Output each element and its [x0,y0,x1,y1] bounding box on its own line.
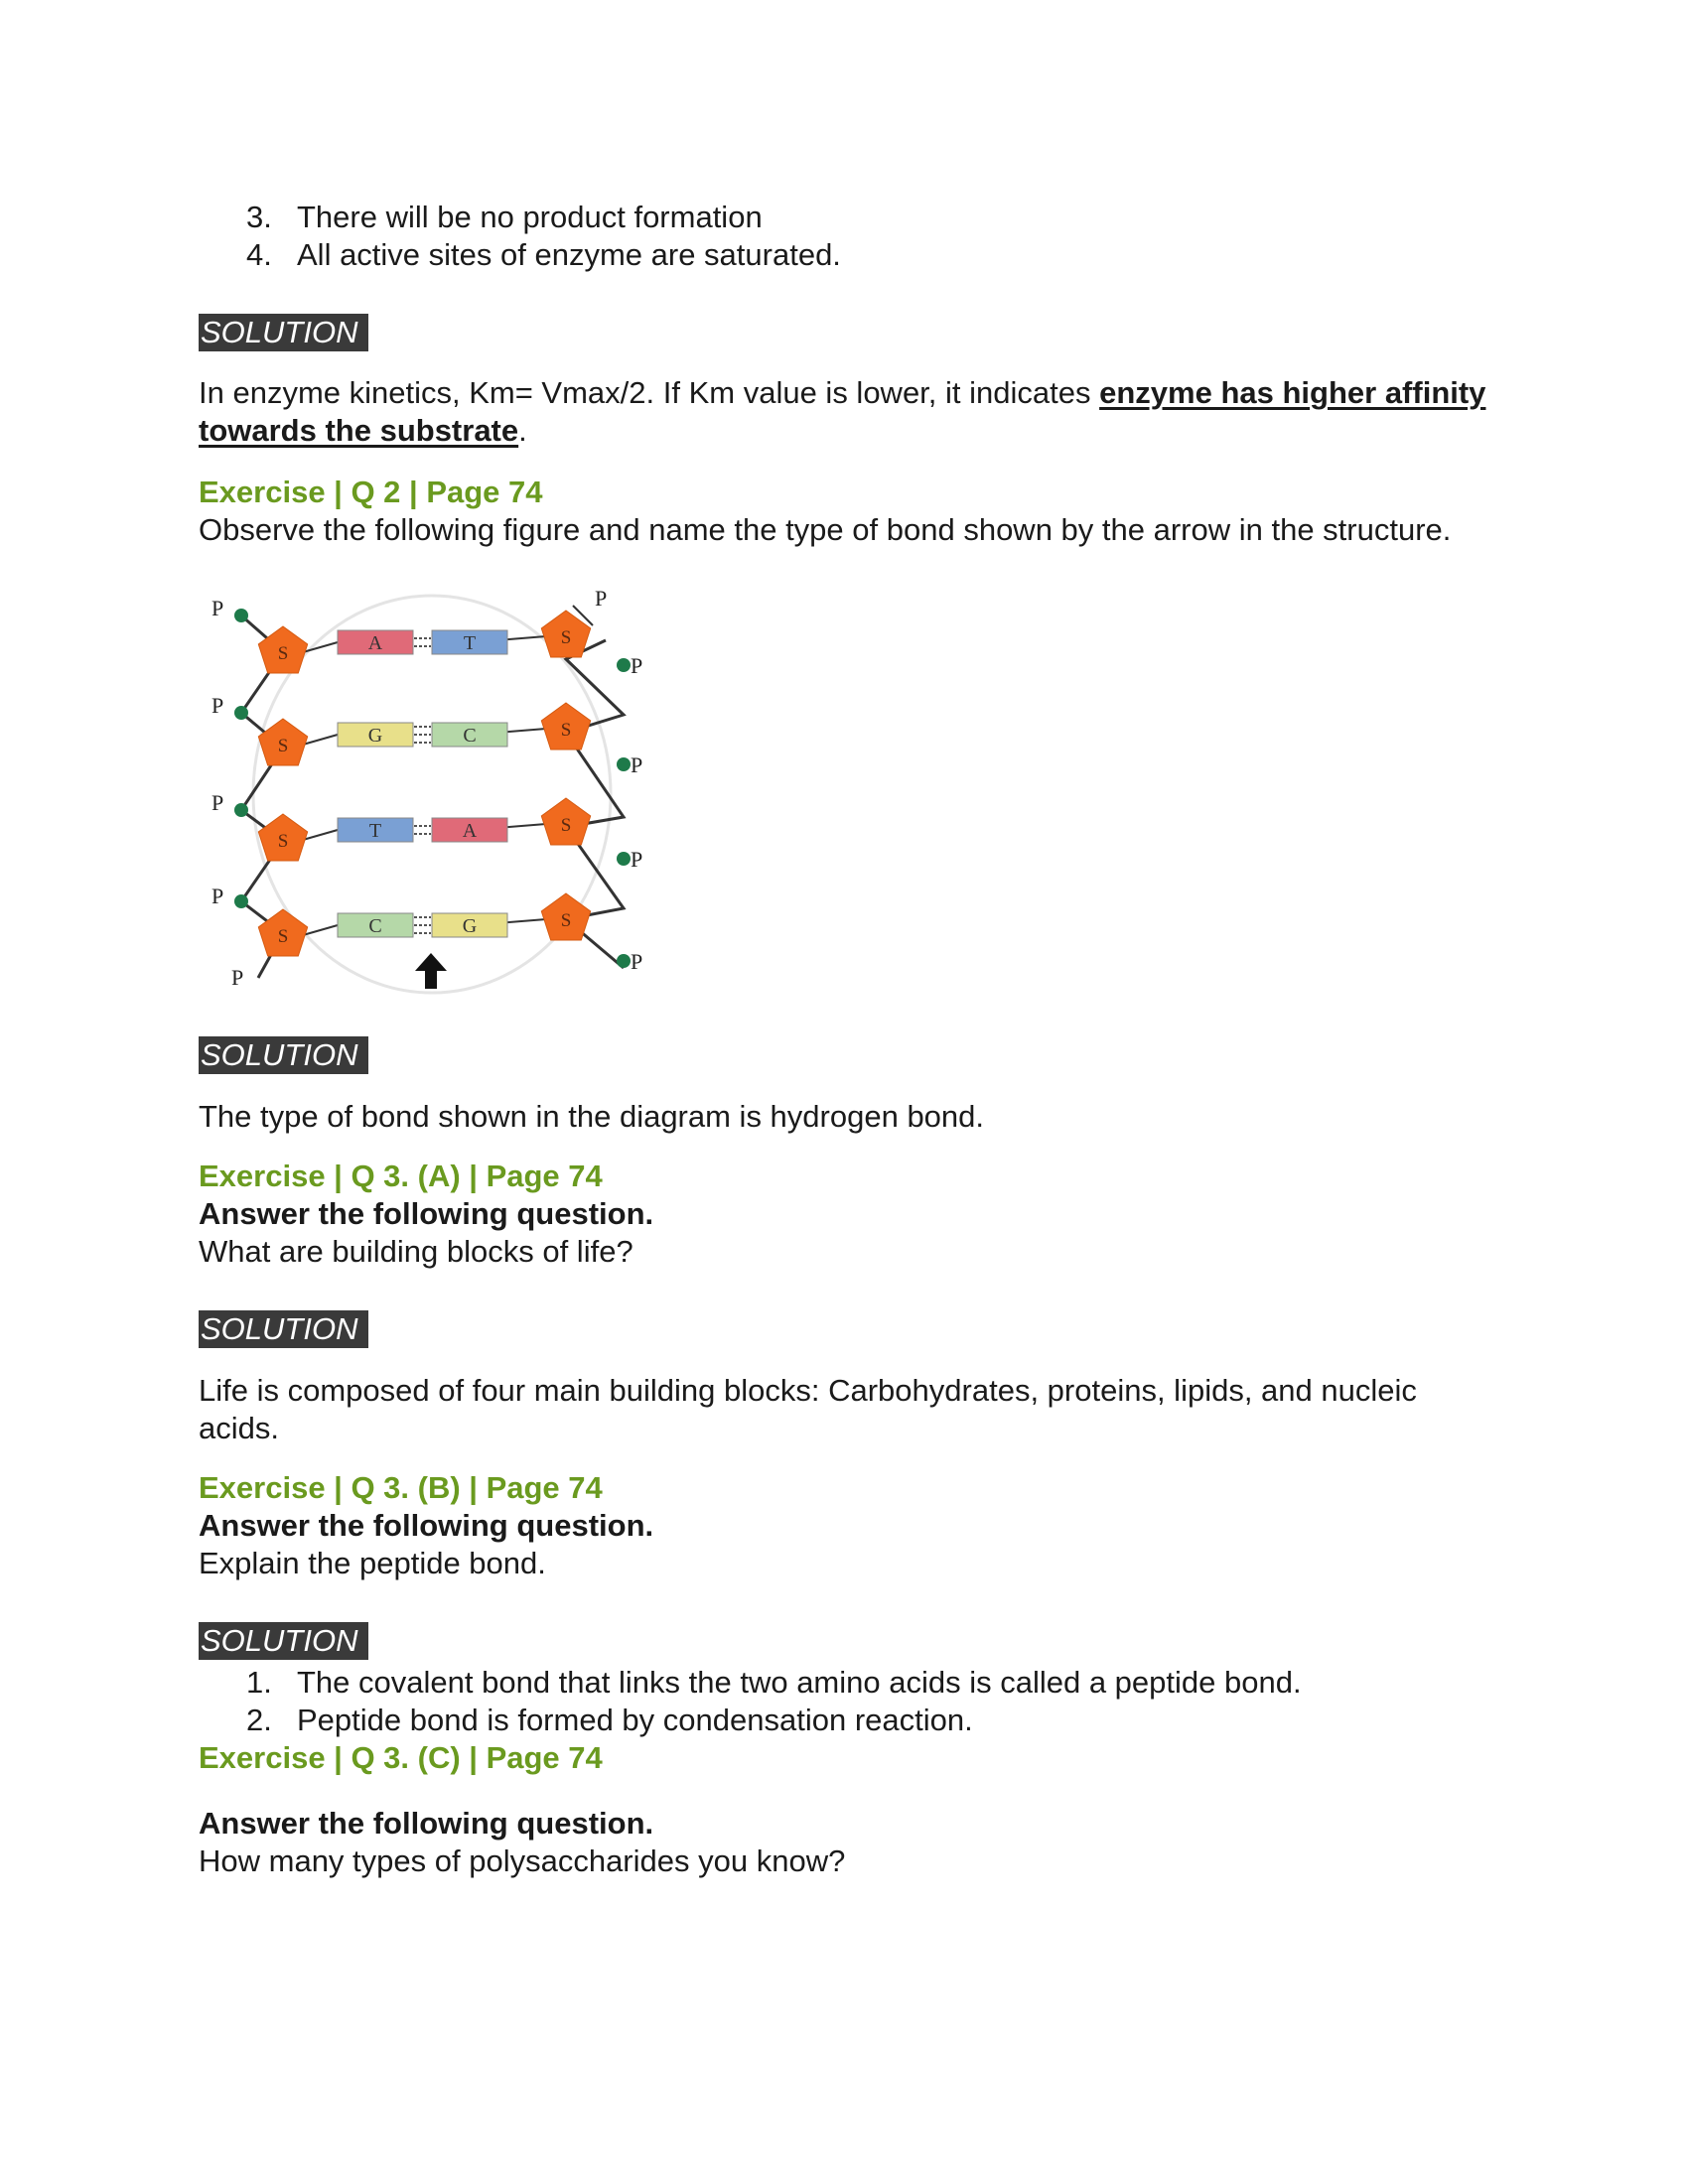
list-item: The covalent bond that links the two amino acids is called a peptide bond. [297,1665,1302,1700]
phosphate-label: P [631,752,643,777]
phosphate-dot [617,757,631,771]
sugar-label: S [560,720,572,741]
phosphate-dot [234,803,248,817]
question-prompt: Answer the following question. [199,1196,654,1231]
list-item: There will be no product formation [297,200,763,234]
sugar-connector [303,642,338,652]
list-number: 2. [246,1703,272,1737]
dna-figure [204,586,670,1003]
phosphate-dot [234,609,248,622]
list-item: All active sites of enzyme are saturated. [297,237,841,272]
solution-text: The type of bond shown in the diagram is hydrogen bond. [199,1099,985,1134]
question-text: Observe the following figure and name the type of bond shown by the arrow in the structure. [199,512,1452,547]
base-label: G [462,915,478,937]
question-prompt: Answer the following question. [199,1806,654,1841]
phosphate-label: P [595,586,608,611]
base-label: T [368,820,382,842]
phosphate-label: P [631,653,643,678]
question-text: What are building blocks of life? [199,1234,633,1269]
base-label: C [463,725,477,747]
sugar-label: S [277,643,289,664]
phosphate-dot [234,706,248,720]
sugar-connector [303,735,338,745]
phosphate-label: P [211,693,224,718]
base-label: A [367,632,383,654]
base-label: A [462,820,478,842]
list-number: 3. [246,200,272,234]
solution-label: SOLUTION [199,1310,368,1348]
arrow-icon [415,953,447,989]
sugar-label: S [277,831,289,852]
sugar-connector [303,830,338,840]
solution-text-end: . [518,413,527,448]
question-prompt: Answer the following question. [199,1508,654,1543]
list-item: Peptide bond is formed by condensation reaction. [297,1703,973,1737]
phosphate-dot [617,954,631,968]
phosphate-dot [617,658,631,672]
base-label: C [368,915,382,937]
phosphate-dot [617,852,631,866]
base-label: T [463,632,477,654]
solution-label: SOLUTION [199,314,368,351]
solution-label: SOLUTION [199,1622,368,1660]
phosphate-label: P [211,596,224,620]
solution-text: Life is composed of four main building blocks: Carbohydrates, proteins, lipids, and nucleic acids. [199,1373,1417,1445]
exercise-heading: Exercise | Q 2 | Page 74 [199,475,543,509]
list-number: 4. [246,237,272,272]
question-text: Explain the peptide bond. [199,1546,546,1580]
phosphate-label: P [631,847,643,872]
phosphate-dot [234,894,248,908]
phosphate-label: P [631,949,643,974]
phosphate-label: P [211,790,224,815]
question-text: How many types of polysaccharides you know? [199,1843,846,1878]
solution-text-start: In enzyme kinetics, Km= Vmax/2. If Km value is lower, it indicates [199,375,1100,410]
solution-emphasis: enzyme has higher affinity towards the substrate [199,375,1486,448]
solution-text [199,374,1499,450]
sugar-label: S [560,627,572,648]
exercise-heading: Exercise | Q 3. (C) | Page 74 [199,1740,603,1775]
base-pairs [258,611,590,956]
exercise-heading: Exercise | Q 3. (B) | Page 74 [199,1470,603,1505]
phosphate-label: P [211,884,224,908]
sugar-label: S [560,910,572,931]
solution-label: SOLUTION [199,1036,368,1074]
list-number: 1. [246,1665,272,1700]
sugar-label: S [277,926,289,947]
base-label: G [367,725,383,747]
sugar-label: S [277,736,289,756]
sugar-label: S [560,815,572,836]
sugar-connector [303,925,338,935]
exercise-heading: Exercise | Q 3. (A) | Page 74 [199,1159,603,1193]
phosphate-label: P [231,965,244,990]
